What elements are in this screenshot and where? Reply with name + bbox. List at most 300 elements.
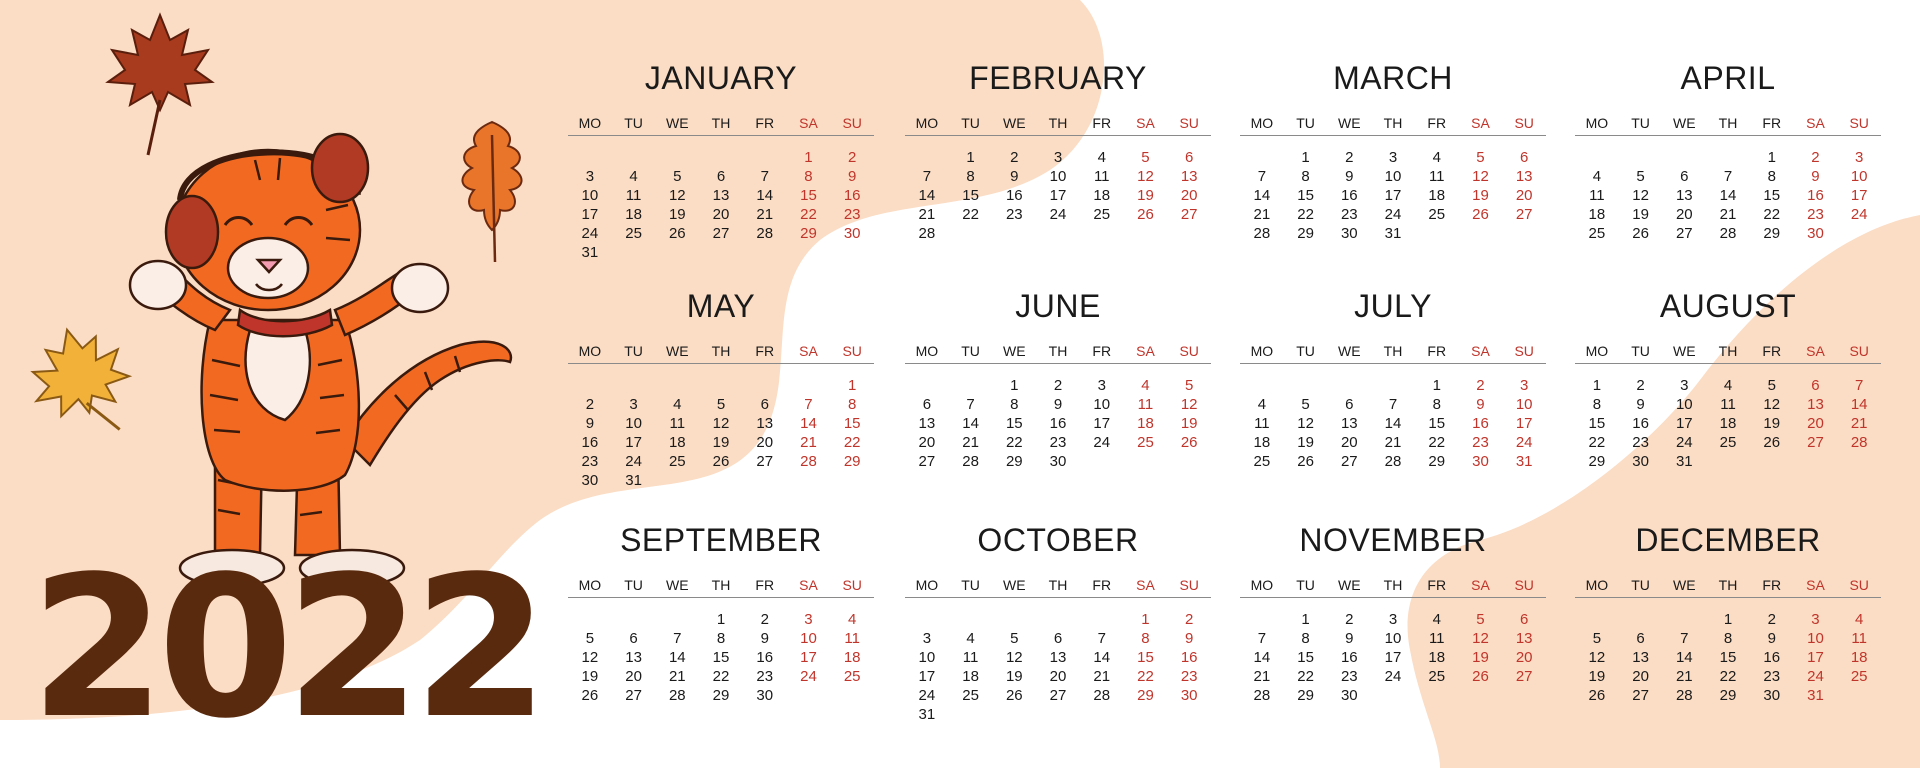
day-cell: 21 bbox=[1253, 206, 1271, 223]
weekday-header bbox=[1575, 342, 1881, 364]
day-cell bbox=[830, 686, 874, 705]
weekday-label: MO bbox=[578, 115, 602, 131]
day-cell: 24 bbox=[918, 687, 936, 704]
day-cell: 24 bbox=[625, 453, 642, 470]
day-cell: 17 bbox=[1675, 415, 1693, 432]
day-cell: 7 bbox=[1097, 630, 1106, 647]
month-may bbox=[568, 288, 874, 490]
month-april bbox=[1575, 60, 1881, 243]
month-title: APRIL bbox=[1680, 60, 1776, 96]
month-title: MARCH bbox=[1333, 60, 1453, 96]
day-cell: 4 bbox=[673, 396, 682, 413]
day-cell: 27 bbox=[918, 453, 936, 470]
day-cell: 22 bbox=[712, 668, 730, 685]
day-cell: 25 bbox=[1428, 668, 1446, 685]
weekday-label: TU bbox=[1296, 343, 1315, 359]
day-cell: 30 bbox=[756, 687, 774, 704]
day-cell: 10 bbox=[581, 187, 599, 204]
weekday-label: SU bbox=[1179, 577, 1199, 593]
day-cell: 12 bbox=[668, 187, 686, 204]
day-cell: 17 bbox=[918, 668, 936, 685]
day-cell: 11 bbox=[1093, 168, 1110, 185]
weekday-label: MO bbox=[1250, 577, 1274, 593]
month-july bbox=[1240, 288, 1546, 471]
week-row bbox=[568, 186, 874, 205]
day-cell: 24 bbox=[800, 668, 817, 685]
day-cell: 15 bbox=[1719, 649, 1737, 666]
day-cell: 26 bbox=[1137, 206, 1154, 223]
weekday-label: WE bbox=[1003, 115, 1026, 131]
day-cell: 2 bbox=[1811, 149, 1820, 166]
weekday-label: TH bbox=[1718, 577, 1738, 593]
weekday-label: TH bbox=[1048, 343, 1068, 359]
day-cell: 6 bbox=[716, 168, 726, 185]
weekday-label: TH bbox=[711, 343, 731, 359]
weekday-label: FR bbox=[1427, 577, 1447, 593]
day-cell: 12 bbox=[1763, 396, 1781, 413]
weekday-header bbox=[905, 114, 1211, 136]
day-cell: 6 bbox=[1185, 149, 1194, 166]
day-cell: 24 bbox=[1807, 668, 1824, 685]
week-row bbox=[1240, 414, 1546, 433]
day-cell bbox=[1124, 452, 1168, 471]
day-cell: 4 bbox=[1592, 168, 1602, 185]
day-cell: 23 bbox=[756, 668, 774, 685]
days-grid bbox=[568, 376, 874, 490]
week-row bbox=[905, 414, 1211, 433]
weekday-label: SU bbox=[1179, 343, 1199, 359]
day-cell: 29 bbox=[1297, 225, 1314, 242]
day-cell: 3 bbox=[1053, 149, 1063, 166]
month-title: DECEMBER bbox=[1635, 522, 1821, 558]
week-row bbox=[1240, 167, 1546, 186]
day-cell: 13 bbox=[1515, 168, 1533, 185]
day-cell: 19 bbox=[581, 668, 599, 685]
day-cell: 14 bbox=[962, 415, 979, 432]
day-cell: 11 bbox=[1851, 630, 1867, 647]
day-cell: 21 bbox=[800, 434, 817, 451]
day-cell: 26 bbox=[1472, 668, 1489, 685]
day-cell: 10 bbox=[1515, 396, 1533, 413]
day-cell: 27 bbox=[625, 687, 642, 704]
day-cell bbox=[992, 610, 1036, 629]
day-cell: 22 bbox=[843, 434, 861, 451]
day-cell: 25 bbox=[1719, 434, 1737, 451]
day-cell: 24 bbox=[1384, 668, 1402, 685]
day-cell: 9 bbox=[1345, 168, 1354, 185]
day-cell bbox=[1502, 224, 1546, 243]
day-cell bbox=[1371, 376, 1415, 395]
day-cell: 20 bbox=[1340, 434, 1358, 451]
week-row bbox=[1240, 433, 1546, 452]
day-cell: 14 bbox=[668, 649, 686, 666]
day-cell: 7 bbox=[673, 630, 682, 647]
day-cell: 8 bbox=[848, 396, 857, 413]
weekday-label: SA bbox=[799, 343, 818, 359]
week-row bbox=[1240, 186, 1546, 205]
weekday-header bbox=[905, 342, 1211, 364]
weekday-label: SA bbox=[1136, 577, 1155, 593]
day-cell: 20 bbox=[1675, 206, 1693, 223]
month-title: JANUARY bbox=[644, 60, 798, 96]
day-cell: 31 bbox=[1384, 225, 1402, 242]
day-cell: 20 bbox=[1807, 415, 1824, 432]
day-cell: 1 bbox=[804, 149, 813, 166]
day-cell: 26 bbox=[1763, 434, 1781, 451]
weekday-label: SU bbox=[1514, 343, 1534, 359]
day-cell: 20 bbox=[625, 668, 642, 685]
week-row bbox=[1575, 452, 1881, 471]
weekday-label: TH bbox=[711, 115, 731, 131]
weekday-label: WE bbox=[1338, 343, 1361, 359]
day-cell: 26 bbox=[1588, 687, 1606, 704]
weekday-label: MO bbox=[915, 343, 939, 359]
week-row bbox=[1575, 667, 1881, 686]
week-row bbox=[568, 243, 874, 262]
day-cell: 18 bbox=[1588, 206, 1606, 223]
day-cell: 30 bbox=[1807, 225, 1824, 242]
day-cell: 19 bbox=[712, 434, 730, 451]
day-cell bbox=[1284, 376, 1328, 395]
day-cell: 24 bbox=[1384, 206, 1402, 223]
weekday-label: FR bbox=[1427, 343, 1447, 359]
day-cell: 26 bbox=[1632, 225, 1649, 242]
day-cell: 19 bbox=[1137, 187, 1154, 204]
week-row bbox=[568, 224, 874, 243]
day-cell bbox=[1575, 148, 1619, 167]
day-cell: 25 bbox=[668, 453, 686, 470]
day-cell: 7 bbox=[922, 168, 932, 185]
day-cell: 29 bbox=[1005, 453, 1023, 470]
week-row bbox=[1575, 148, 1881, 167]
day-cell: 8 bbox=[1723, 630, 1733, 647]
day-cell: 20 bbox=[712, 206, 730, 223]
days-grid bbox=[905, 148, 1211, 243]
day-cell bbox=[699, 376, 743, 395]
day-cell bbox=[655, 148, 699, 167]
weekday-label: SU bbox=[1849, 115, 1869, 131]
week-row bbox=[905, 705, 1211, 724]
weekday-label: TU bbox=[1631, 343, 1650, 359]
month-august bbox=[1575, 288, 1881, 471]
day-cell: 13 bbox=[1180, 168, 1198, 185]
week-row bbox=[568, 629, 874, 648]
day-cell: 15 bbox=[1763, 187, 1781, 204]
day-cell bbox=[568, 148, 612, 167]
day-cell: 15 bbox=[962, 187, 979, 204]
day-cell: 13 bbox=[1340, 415, 1358, 432]
day-cell: 4 bbox=[966, 630, 975, 647]
day-cell: 10 bbox=[1049, 168, 1067, 185]
day-cell: 5 bbox=[1301, 396, 1310, 413]
week-row bbox=[1575, 376, 1881, 395]
day-cell: 30 bbox=[581, 472, 599, 489]
day-cell bbox=[1575, 610, 1619, 629]
weekday-label: MO bbox=[578, 343, 602, 359]
day-cell: 12 bbox=[712, 415, 730, 432]
day-cell: 21 bbox=[1719, 206, 1737, 223]
week-row bbox=[1240, 686, 1546, 705]
day-cell bbox=[1459, 686, 1503, 705]
day-cell: 6 bbox=[1636, 630, 1645, 647]
day-cell: 5 bbox=[585, 630, 595, 647]
day-cell: 28 bbox=[918, 225, 936, 242]
weekday-label: TU bbox=[961, 577, 980, 593]
day-cell: 15 bbox=[1297, 187, 1314, 204]
weekday-label: SU bbox=[1179, 115, 1199, 131]
day-cell: 12 bbox=[1632, 187, 1649, 204]
weekday-label: TH bbox=[1048, 577, 1068, 593]
day-cell: 6 bbox=[1811, 377, 1820, 394]
day-cell: 17 bbox=[1384, 649, 1402, 666]
day-cell: 16 bbox=[1005, 187, 1023, 204]
day-cell: 3 bbox=[1388, 611, 1398, 628]
month-january bbox=[568, 60, 874, 262]
days-grid bbox=[1240, 376, 1546, 471]
day-cell: 5 bbox=[1592, 630, 1602, 647]
day-cell: 30 bbox=[1763, 687, 1781, 704]
day-cell: 16 bbox=[1632, 415, 1649, 432]
week-row bbox=[568, 452, 874, 471]
day-cell: 15 bbox=[1428, 415, 1446, 432]
day-cell: 25 bbox=[962, 687, 979, 704]
day-cell: 30 bbox=[843, 225, 861, 242]
day-cell: 18 bbox=[962, 668, 979, 685]
weekday-label: FR bbox=[1092, 115, 1112, 131]
day-cell: 1 bbox=[966, 149, 975, 166]
day-cell: 4 bbox=[1141, 377, 1150, 394]
day-cell bbox=[787, 243, 831, 262]
day-cell bbox=[1124, 705, 1168, 724]
weekday-label: WE bbox=[666, 115, 689, 131]
weekday-header bbox=[1575, 114, 1881, 136]
weekday-label: TU bbox=[624, 343, 643, 359]
day-cell: 23 bbox=[843, 206, 861, 223]
day-cell: 28 bbox=[1850, 434, 1868, 451]
day-cell: 18 bbox=[625, 206, 642, 223]
day-cell: 27 bbox=[1515, 668, 1533, 685]
day-cell: 31 bbox=[581, 244, 599, 261]
day-cell bbox=[992, 705, 1036, 724]
day-cell: 31 bbox=[918, 706, 936, 723]
day-cell: 25 bbox=[625, 225, 642, 242]
day-cell bbox=[699, 148, 743, 167]
day-cell: 1 bbox=[716, 611, 726, 628]
week-row bbox=[568, 471, 874, 490]
day-cell: 18 bbox=[668, 434, 686, 451]
weekday-label: FR bbox=[755, 577, 775, 593]
day-cell: 2 bbox=[1345, 611, 1354, 628]
day-cell: 9 bbox=[848, 168, 857, 185]
day-cell: 25 bbox=[1253, 453, 1271, 470]
week-row bbox=[905, 610, 1211, 629]
week-row bbox=[1575, 629, 1881, 648]
week-row bbox=[1575, 395, 1881, 414]
day-cell bbox=[1167, 224, 1211, 243]
week-row bbox=[905, 648, 1211, 667]
day-cell: 25 bbox=[1850, 668, 1868, 685]
weekday-label: SA bbox=[1471, 577, 1490, 593]
day-cell: 23 bbox=[1763, 668, 1781, 685]
weekday-label: MO bbox=[578, 577, 602, 593]
day-cell: 14 bbox=[1384, 415, 1402, 432]
day-cell: 7 bbox=[760, 168, 769, 185]
day-cell: 28 bbox=[1719, 225, 1737, 242]
day-cell: 3 bbox=[922, 630, 932, 647]
day-cell: 11 bbox=[1589, 187, 1605, 204]
day-cell: 27 bbox=[1049, 687, 1067, 704]
day-cell: 11 bbox=[669, 415, 686, 432]
day-cell: 27 bbox=[1180, 206, 1198, 223]
weekday-label: FR bbox=[755, 115, 775, 131]
day-cell: 10 bbox=[1093, 396, 1111, 413]
day-cell: 21 bbox=[918, 206, 936, 223]
day-cell: 2 bbox=[760, 611, 769, 628]
day-cell: 23 bbox=[581, 453, 599, 470]
day-cell: 8 bbox=[1301, 630, 1310, 647]
weekday-label: SA bbox=[1136, 115, 1155, 131]
month-title: SEPTEMBER bbox=[620, 522, 822, 558]
day-cell: 4 bbox=[1432, 149, 1441, 166]
day-cell: 12 bbox=[1137, 168, 1154, 185]
day-cell: 22 bbox=[1297, 206, 1314, 223]
day-cell: 28 bbox=[962, 453, 979, 470]
day-cell bbox=[1036, 705, 1080, 724]
day-cell: 30 bbox=[1180, 687, 1198, 704]
day-cell: 10 bbox=[800, 630, 817, 647]
day-cell: 6 bbox=[629, 630, 638, 647]
weekday-label: SA bbox=[799, 577, 818, 593]
weekday-label: TU bbox=[1296, 115, 1315, 131]
day-cell: 9 bbox=[1185, 630, 1194, 647]
weekday-label: SU bbox=[1849, 577, 1869, 593]
weekday-label: TU bbox=[624, 115, 643, 131]
day-cell: 23 bbox=[1005, 206, 1023, 223]
week-row bbox=[905, 433, 1211, 452]
day-cell bbox=[655, 243, 699, 262]
day-cell bbox=[787, 471, 831, 490]
month-september bbox=[568, 522, 874, 705]
day-cell: 18 bbox=[843, 649, 861, 666]
day-cell: 8 bbox=[716, 630, 726, 647]
day-cell: 1 bbox=[1432, 377, 1441, 394]
day-cell: 22 bbox=[800, 206, 817, 223]
day-cell: 5 bbox=[1636, 168, 1645, 185]
day-cell: 9 bbox=[1010, 168, 1019, 185]
week-row bbox=[905, 167, 1211, 186]
day-cell: 6 bbox=[1680, 168, 1689, 185]
day-cell bbox=[1371, 686, 1415, 705]
day-cell: 14 bbox=[918, 187, 936, 204]
weekday-label: TU bbox=[1631, 115, 1650, 131]
day-cell: 5 bbox=[1185, 377, 1194, 394]
day-cell: 13 bbox=[1049, 649, 1067, 666]
day-cell: 15 bbox=[1588, 415, 1606, 432]
day-cell: 2 bbox=[1636, 377, 1645, 394]
week-row bbox=[568, 205, 874, 224]
day-cell: 16 bbox=[1180, 649, 1198, 666]
day-cell bbox=[655, 610, 699, 629]
week-row bbox=[568, 433, 874, 452]
day-cell: 15 bbox=[1297, 649, 1314, 666]
day-cell: 23 bbox=[1180, 668, 1198, 685]
day-cell: 31 bbox=[1675, 453, 1693, 470]
day-cell: 18 bbox=[1253, 434, 1271, 451]
day-cell: 28 bbox=[1093, 687, 1111, 704]
day-cell: 2 bbox=[1053, 377, 1063, 394]
day-cell: 14 bbox=[1675, 649, 1693, 666]
day-cell: 20 bbox=[756, 434, 774, 451]
day-cell: 16 bbox=[581, 434, 599, 451]
day-cell: 7 bbox=[1257, 630, 1267, 647]
day-cell: 4 bbox=[1855, 611, 1864, 628]
weekday-label: MO bbox=[1250, 115, 1274, 131]
week-row bbox=[905, 205, 1211, 224]
day-cell bbox=[905, 148, 949, 167]
day-cell: 28 bbox=[1253, 225, 1271, 242]
weekday-label: MO bbox=[1585, 343, 1609, 359]
weekday-label: SA bbox=[1136, 343, 1155, 359]
month-title: AUGUST bbox=[1659, 288, 1797, 324]
day-cell bbox=[1502, 686, 1546, 705]
day-cell: 6 bbox=[1345, 396, 1354, 413]
day-cell: 13 bbox=[1632, 649, 1649, 666]
week-row bbox=[905, 186, 1211, 205]
day-cell: 19 bbox=[1180, 415, 1198, 432]
day-cell: 4 bbox=[629, 168, 638, 185]
day-cell: 19 bbox=[668, 206, 686, 223]
day-cell: 1 bbox=[1723, 611, 1733, 628]
day-cell: 24 bbox=[1850, 206, 1868, 223]
weekday-label: TU bbox=[1631, 577, 1650, 593]
day-cell: 13 bbox=[625, 649, 642, 666]
day-cell: 24 bbox=[1049, 206, 1067, 223]
day-cell: 3 bbox=[1680, 377, 1689, 394]
week-row bbox=[905, 452, 1211, 471]
day-cell: 15 bbox=[1137, 649, 1154, 666]
weekday-label: SA bbox=[1471, 343, 1490, 359]
weekday-label: SA bbox=[1806, 115, 1825, 131]
day-cell bbox=[1327, 376, 1371, 395]
weekday-label: WE bbox=[1338, 115, 1361, 131]
day-cell bbox=[655, 471, 699, 490]
weekday-label: SA bbox=[799, 115, 818, 131]
day-cell bbox=[1619, 148, 1663, 167]
day-cell: 2 bbox=[1345, 149, 1354, 166]
day-cell: 12 bbox=[581, 649, 599, 666]
week-row bbox=[1240, 452, 1546, 471]
week-row bbox=[1575, 686, 1881, 705]
weekday-header bbox=[568, 342, 874, 364]
day-cell: 22 bbox=[1763, 206, 1781, 223]
day-cell: 14 bbox=[1719, 187, 1737, 204]
day-cell: 13 bbox=[918, 415, 936, 432]
day-cell: 13 bbox=[1675, 187, 1693, 204]
month-title: JUNE bbox=[1015, 288, 1101, 324]
day-cell: 10 bbox=[1384, 630, 1402, 647]
day-cell: 30 bbox=[1340, 687, 1358, 704]
day-cell bbox=[568, 610, 612, 629]
day-cell: 23 bbox=[1632, 434, 1649, 451]
day-cell: 5 bbox=[1010, 630, 1019, 647]
day-cell: 29 bbox=[1588, 453, 1606, 470]
day-cell: 1 bbox=[1767, 149, 1776, 166]
day-cell bbox=[612, 243, 656, 262]
day-cell: 26 bbox=[1472, 206, 1489, 223]
day-cell bbox=[787, 686, 831, 705]
day-cell: 7 bbox=[1680, 630, 1689, 647]
day-cell: 3 bbox=[585, 168, 595, 185]
